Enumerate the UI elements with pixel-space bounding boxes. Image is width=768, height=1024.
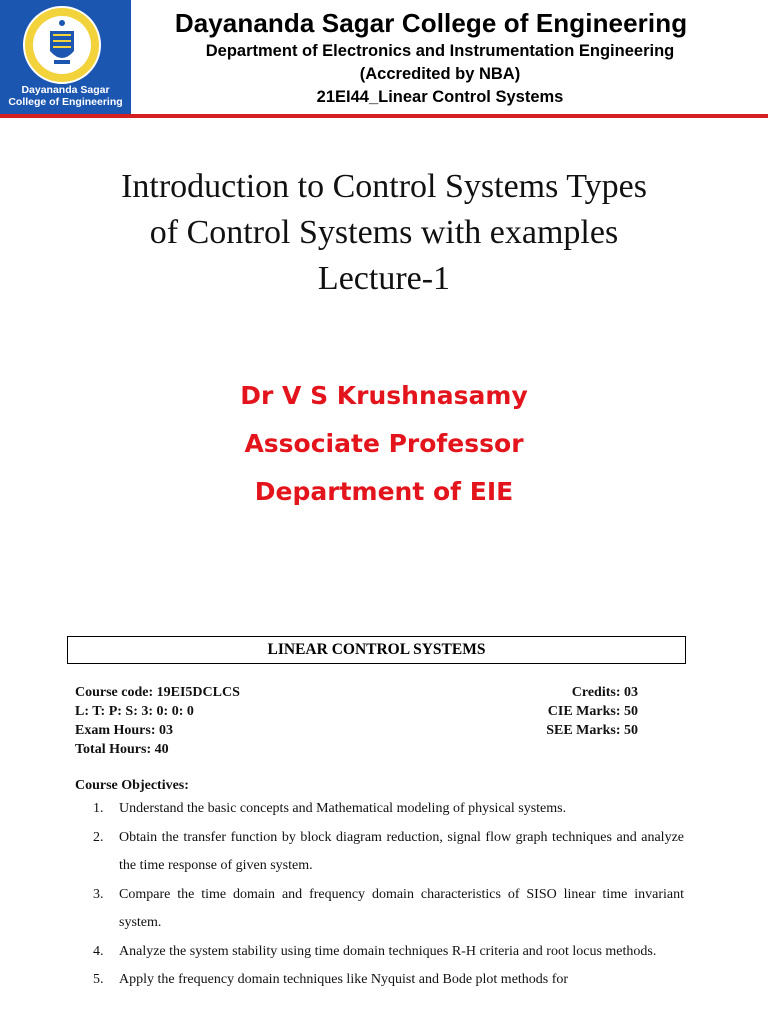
objective-item — [93, 938, 684, 967]
author-block — [0, 372, 768, 516]
college-name: Dayananda Sagar College of Engineering — [174, 8, 688, 38]
objective-item — [93, 795, 684, 824]
author-name: Dr V S Krushnasamy — [240, 381, 528, 410]
objective-number: 2. — [93, 829, 104, 845]
objective-text: Analyze the system stability using time domain techniques R-H criteria and root locus methods. — [119, 943, 657, 959]
title-line-1: Introduction to Control Systems Types — [121, 168, 647, 205]
objective-number: 1. — [93, 801, 104, 816]
title-line-3: Lecture-1 — [317, 260, 451, 297]
title-line-2: of Control Systems with examples — [149, 214, 619, 251]
author-department: Department of EIE — [254, 477, 514, 506]
logo-text-line1: Dayananda Sagar — [21, 84, 110, 96]
objective-item — [93, 881, 684, 938]
objectives-heading: Course Objectives: — [75, 778, 189, 793]
cie-marks: CIE Marks: 50 — [547, 704, 638, 719]
course-code-title: 21EI44_Linear Control Systems — [316, 88, 564, 106]
course-code: Course code: 19EI5DCLCS — [75, 685, 240, 700]
syllabus-details-right — [546, 683, 638, 740]
college-logo — [0, 0, 131, 114]
lecture-title — [40, 164, 728, 302]
objectives-list — [93, 795, 684, 995]
exam-hours: Exam Hours: 03 — [75, 723, 173, 738]
accreditation: (Accredited by NBA) — [359, 65, 521, 83]
logo-text-line2: College of Engineering — [8, 96, 123, 108]
slide-header — [0, 0, 768, 118]
syllabus-heading: LINEAR CONTROL SYSTEMS — [67, 636, 686, 664]
header-divider — [0, 114, 768, 118]
objective-number: 5. — [93, 972, 104, 987]
objective-number: 4. — [93, 943, 104, 959]
objective-number: 3. — [93, 886, 104, 902]
department-name: Department of Electronics and Instrumentation Engineering — [205, 42, 675, 60]
objective-text: Understand the basic concepts and Mathematical modeling of physical systems. — [119, 801, 567, 816]
syllabus-details-left — [75, 683, 240, 759]
objective-text: Apply the frequency domain techniques like Nyquist and Bode plot methods for — [119, 972, 569, 987]
objective-item — [93, 824, 684, 881]
see-marks: SEE Marks: 50 — [546, 723, 638, 738]
college-crest-icon — [22, 5, 102, 85]
ltps: L: T: P: S: 3: 0: 0: 0 — [75, 704, 194, 719]
objective-text: Obtain the transfer function by block diagram reduction, signal flow graph techniques and analyze the time response of given system. — [119, 829, 684, 873]
objective-text: Compare the time domain and frequency domain characteristics of SISO linear time invariant system. — [119, 886, 684, 930]
total-hours: Total Hours: 40 — [75, 742, 169, 757]
objective-item — [93, 966, 684, 995]
credits: Credits: 03 — [571, 685, 638, 700]
author-designation: Associate Professor — [244, 429, 524, 458]
